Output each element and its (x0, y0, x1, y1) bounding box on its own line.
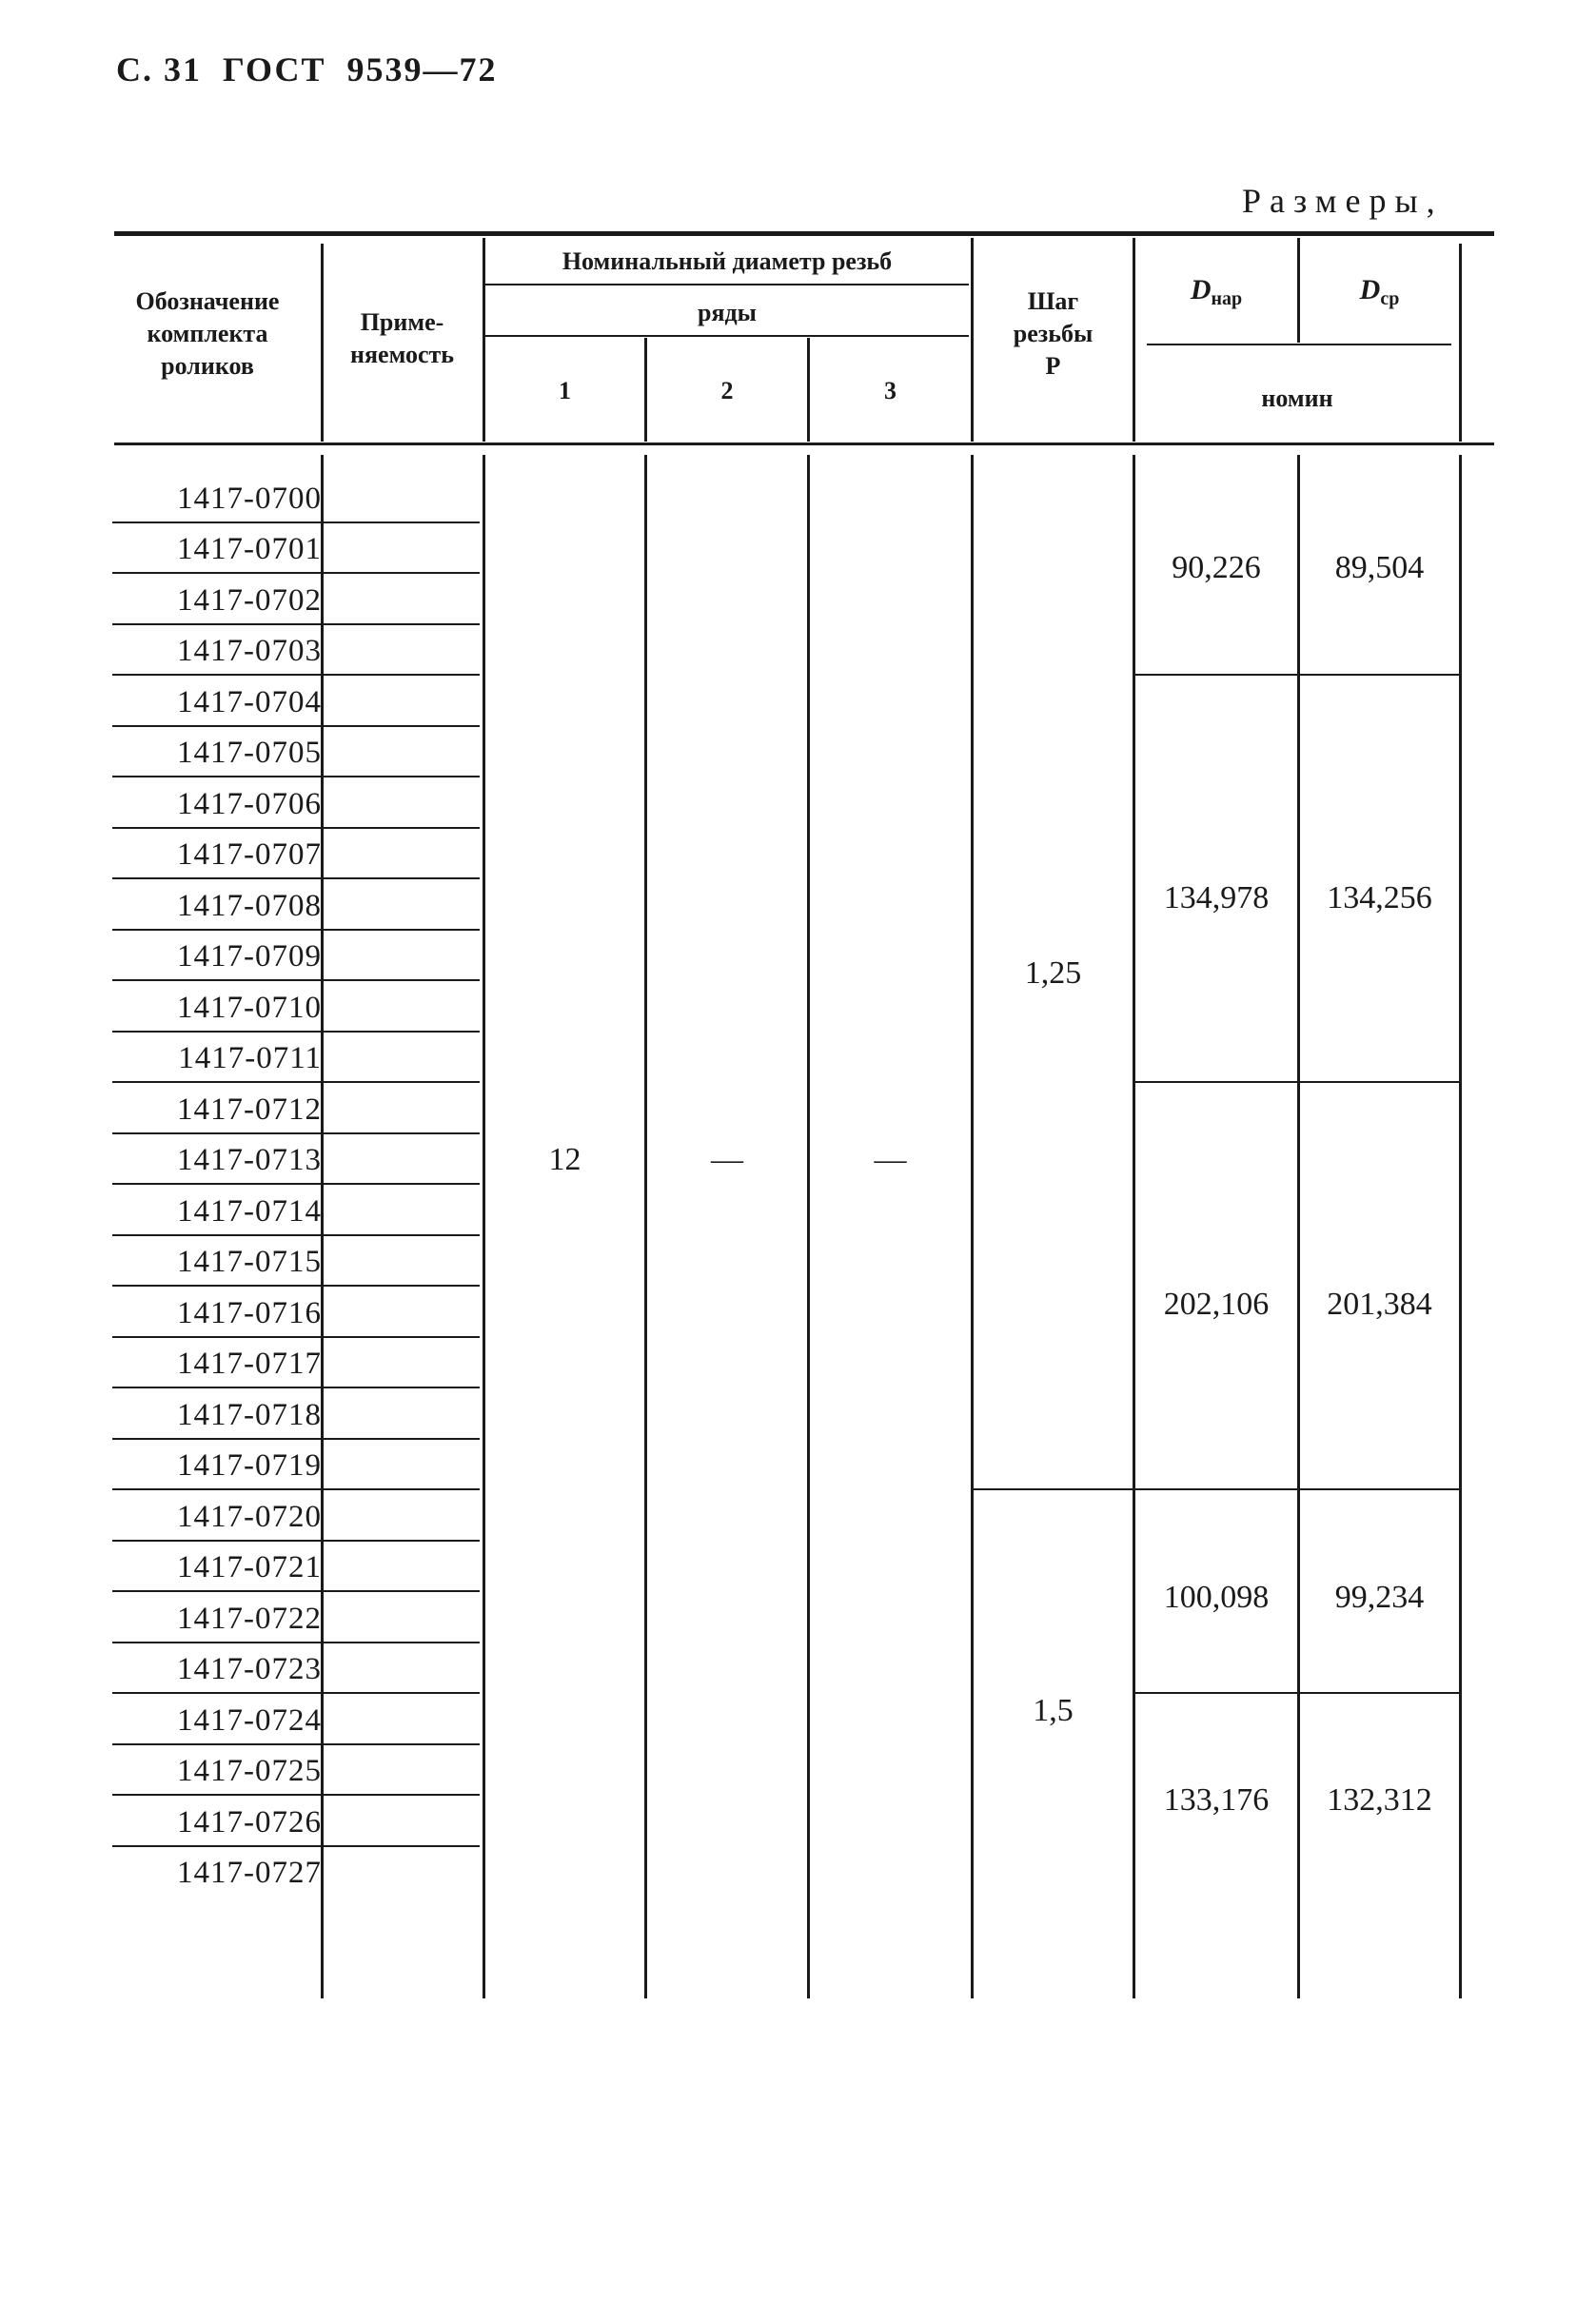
d-mean-value: 132,312 (1327, 1782, 1432, 1818)
code-cell: 1417-0702 (177, 583, 322, 618)
row-rule (112, 1081, 480, 1083)
header-nominal-diameter: Номинальный диаметр резьб (562, 247, 893, 275)
row-rule (112, 979, 480, 981)
body-col-divider (1297, 455, 1300, 1998)
code-cell: 1417-0719 (177, 1448, 322, 1483)
code-cell: 1417-0705 (177, 736, 322, 770)
table-header-rule (114, 443, 1494, 445)
row2-value: — (711, 1142, 743, 1177)
header-subrule (1147, 344, 1451, 345)
code-cell: 1417-0707 (177, 837, 322, 872)
row3-value: — (874, 1142, 907, 1177)
d-mean-subscript: ср (1380, 288, 1400, 310)
row-rule (112, 521, 480, 523)
row-rule (112, 1845, 480, 1847)
code-cell: 1417-0727 (177, 1856, 322, 1890)
header-designation: Обозначение комплекта роликов (135, 287, 280, 380)
code-cell: 1417-0712 (177, 1092, 322, 1127)
d-outer-value: 133,176 (1163, 1782, 1270, 1818)
row-rule (112, 725, 480, 727)
col-divider (1459, 244, 1462, 442)
row-rule (112, 1285, 480, 1287)
code-cell: 1417-0724 (177, 1703, 322, 1738)
row1-value: 12 (548, 1142, 581, 1177)
header-pitch: Шаг резьбы P (1013, 287, 1094, 380)
code-cell: 1417-0703 (177, 634, 322, 668)
row-rule (112, 572, 480, 574)
pitch-value: 1,5 (1033, 1693, 1074, 1728)
row-rule (112, 674, 480, 676)
table-top-rule (114, 231, 1494, 236)
code-cell: 1417-0713 (177, 1143, 322, 1177)
d-group-rule (1135, 1081, 1459, 1083)
page-header: С. 31 ГОСТ 9539—72 (116, 50, 498, 89)
body-col-divider (1133, 455, 1135, 1998)
row-rule (112, 1743, 480, 1745)
row-rule (112, 1183, 480, 1185)
header-row-2: 2 (720, 377, 734, 404)
row-rule (112, 827, 480, 829)
row-rule (112, 1132, 480, 1134)
code-cell: 1417-0711 (178, 1041, 322, 1075)
d-outer-value: 202,106 (1163, 1287, 1270, 1322)
pitch-group-rule (974, 1488, 1133, 1490)
code-cell: 1417-0725 (177, 1754, 322, 1788)
row-rule (112, 1438, 480, 1440)
header-subrule (485, 284, 969, 285)
row-rule (112, 1692, 480, 1694)
d-mean-value: 89,504 (1334, 550, 1425, 585)
row-rule (112, 1031, 480, 1033)
header-subrule (485, 335, 969, 337)
code-cell: 1417-0700 (177, 482, 322, 516)
body-col-divider (483, 455, 485, 1998)
header-rows: ряды (698, 299, 757, 326)
d-mean-value: 99,234 (1334, 1580, 1425, 1615)
row-rule (112, 1794, 480, 1796)
d-outer-value: 100,098 (1163, 1580, 1270, 1615)
code-cell: 1417-0721 (177, 1550, 322, 1584)
d-mean-value: 134,256 (1327, 880, 1432, 915)
code-cell: 1417-0718 (177, 1398, 322, 1432)
row-rule (112, 1234, 480, 1236)
header-nominal: номин (1261, 384, 1333, 412)
body-col-divider (971, 455, 974, 1998)
row-rule (112, 929, 480, 931)
code-cell: 1417-0722 (177, 1602, 322, 1636)
row-rule (112, 1488, 480, 1490)
code-cell: 1417-0709 (177, 939, 322, 974)
code-cell: 1417-0701 (177, 532, 322, 566)
row-rule (112, 1336, 480, 1338)
row-rule (112, 877, 480, 879)
d-outer-symbol: D (1190, 274, 1212, 305)
body-col-divider (807, 455, 810, 1998)
d-group-rule (1135, 1692, 1459, 1694)
d-group-rule (1135, 1488, 1459, 1490)
code-cell: 1417-0710 (177, 991, 322, 1025)
code-cell: 1417-0708 (177, 889, 322, 923)
row-rule (112, 1642, 480, 1643)
row-rule (112, 1590, 480, 1592)
row-rule (112, 1387, 480, 1388)
code-cell: 1417-0723 (177, 1652, 322, 1686)
header-row-3: 3 (884, 377, 897, 404)
header-d-mean (1300, 274, 1459, 315)
code-cell: 1417-0704 (177, 685, 322, 719)
header-row-1: 1 (559, 377, 571, 404)
code-cell: 1417-0716 (177, 1296, 322, 1330)
row-rule (112, 776, 480, 777)
header-d-outer (1135, 274, 1297, 315)
d-outer-value: 134,978 (1163, 880, 1270, 915)
code-cell: 1417-0706 (177, 787, 322, 821)
row-rule (112, 623, 480, 625)
code-cell: 1417-0726 (177, 1805, 322, 1840)
d-group-rule (1135, 674, 1459, 676)
body-col-divider (1459, 455, 1462, 1998)
row-rule (112, 1540, 480, 1542)
code-cell: 1417-0720 (177, 1500, 322, 1534)
code-cell: 1417-0714 (177, 1194, 322, 1229)
code-cell: 1417-0715 (177, 1245, 322, 1279)
d-outer-subscript: нар (1211, 288, 1243, 310)
body-col-divider (644, 455, 647, 1998)
code-cell: 1417-0717 (177, 1347, 322, 1381)
d-outer-value: 90,226 (1172, 550, 1261, 585)
header-applicability: Приме- няемость (349, 308, 454, 368)
pitch-value: 1,25 (1024, 955, 1082, 991)
sizes-label: Размеры, (1242, 182, 1444, 220)
d-mean-value: 201,384 (1327, 1287, 1432, 1322)
d-mean-symbol: D (1359, 274, 1381, 305)
